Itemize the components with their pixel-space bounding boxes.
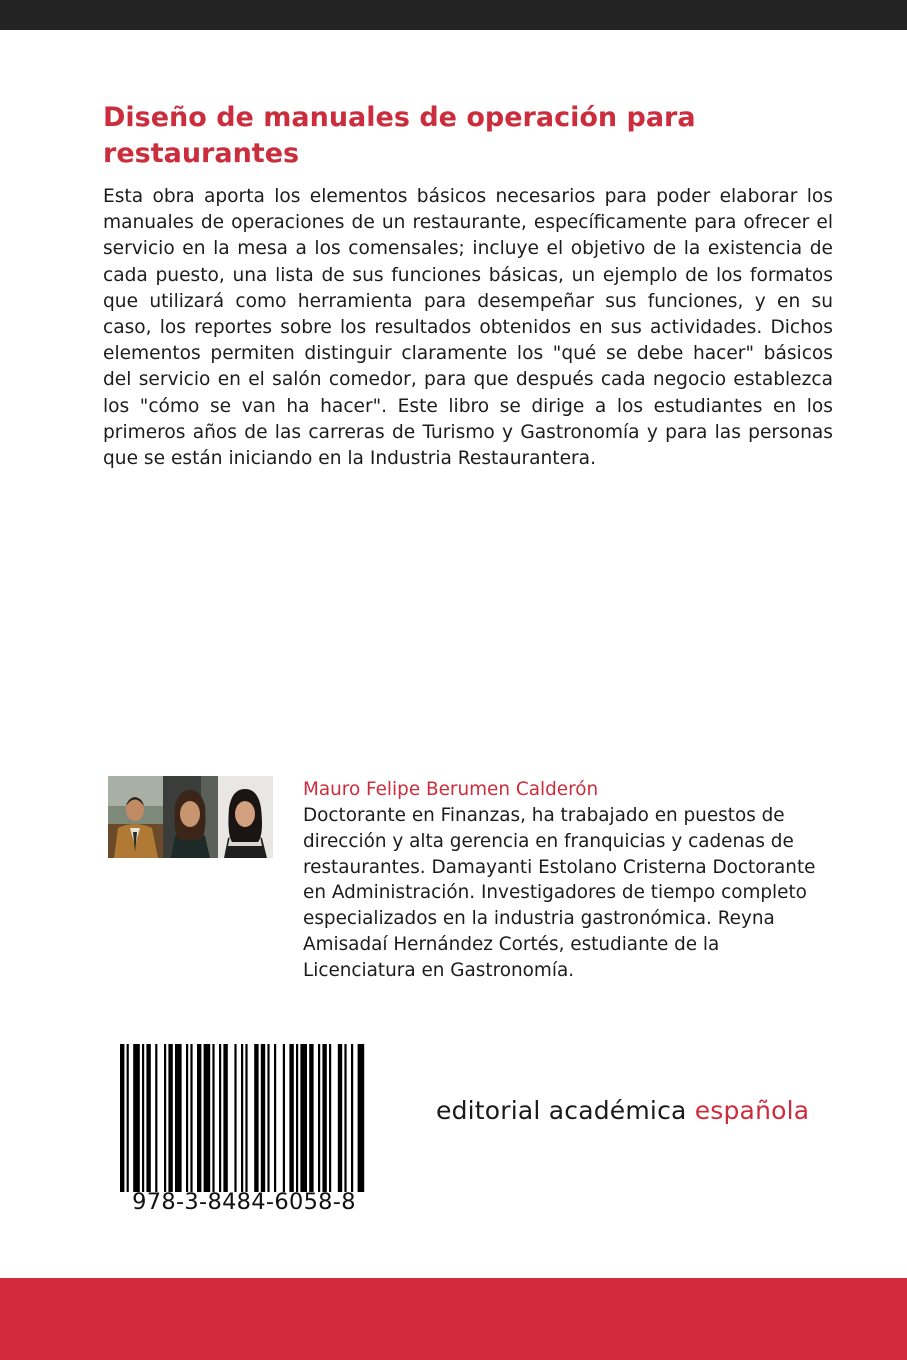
author-photo-3 — [218, 776, 273, 858]
isbn-barcode — [108, 1040, 380, 1225]
author-name: Mauro Felipe Berumen Calderón — [303, 779, 599, 800]
top-edge-bar — [0, 0, 907, 30]
barcode-bars — [116, 1044, 372, 1192]
author-photos — [108, 776, 273, 858]
isbn-number: 978-3-8484-6058-8 — [132, 1189, 356, 1215]
author-photo-1 — [108, 776, 163, 858]
book-description: Esta obra aporta los elementos básicos necesarios para poder elaborar los manuales de operaciones de un restaurante, específicamente para ofrecer el servicio en la mesa a los comensales; incluye el objetivo de la existencia de cada puesto, una lista de sus funciones básicas, un ejemplo de los formatos que utilizará como herramienta para desempeñar sus funciones, y en su caso, los reportes sobre los resultados obtenidos en sus actividades. Dichos elementos permiten distinguir claramente los "qué se debe hacer" básicos del servicio en el salón comedor, para que después cada negocio establezca los "cómo se van ha hacer". Este libro se dirige a los estudiantes en los primeros años de las carreras de Turismo y Gastronomía y para las personas que se están iniciando en la Industria Restaurantera. — [103, 186, 833, 470]
author-photo-2 — [163, 776, 218, 858]
author-bio: Doctorante en Finanzas, ha trabajado en puestos de dirección y alta gerencia en franquicias y cadenas de restaurantes. Damayanti Estolano Cristerna Doctorante en Administración. Investigadores de tiempo completo especializados en la industria gastronómica. Reyna Amisadaí Hernández Cortés, estudiante de la Licenciatura en Gastronomía. — [303, 805, 816, 981]
book-title: Diseño de manuales de operación para restaurantes — [103, 102, 696, 169]
publisher-logo — [436, 1096, 809, 1125]
bottom-color-band — [0, 1278, 907, 1360]
publisher-name-accent: española — [694, 1096, 810, 1125]
publisher-name-main: editorial académica — [436, 1096, 695, 1125]
